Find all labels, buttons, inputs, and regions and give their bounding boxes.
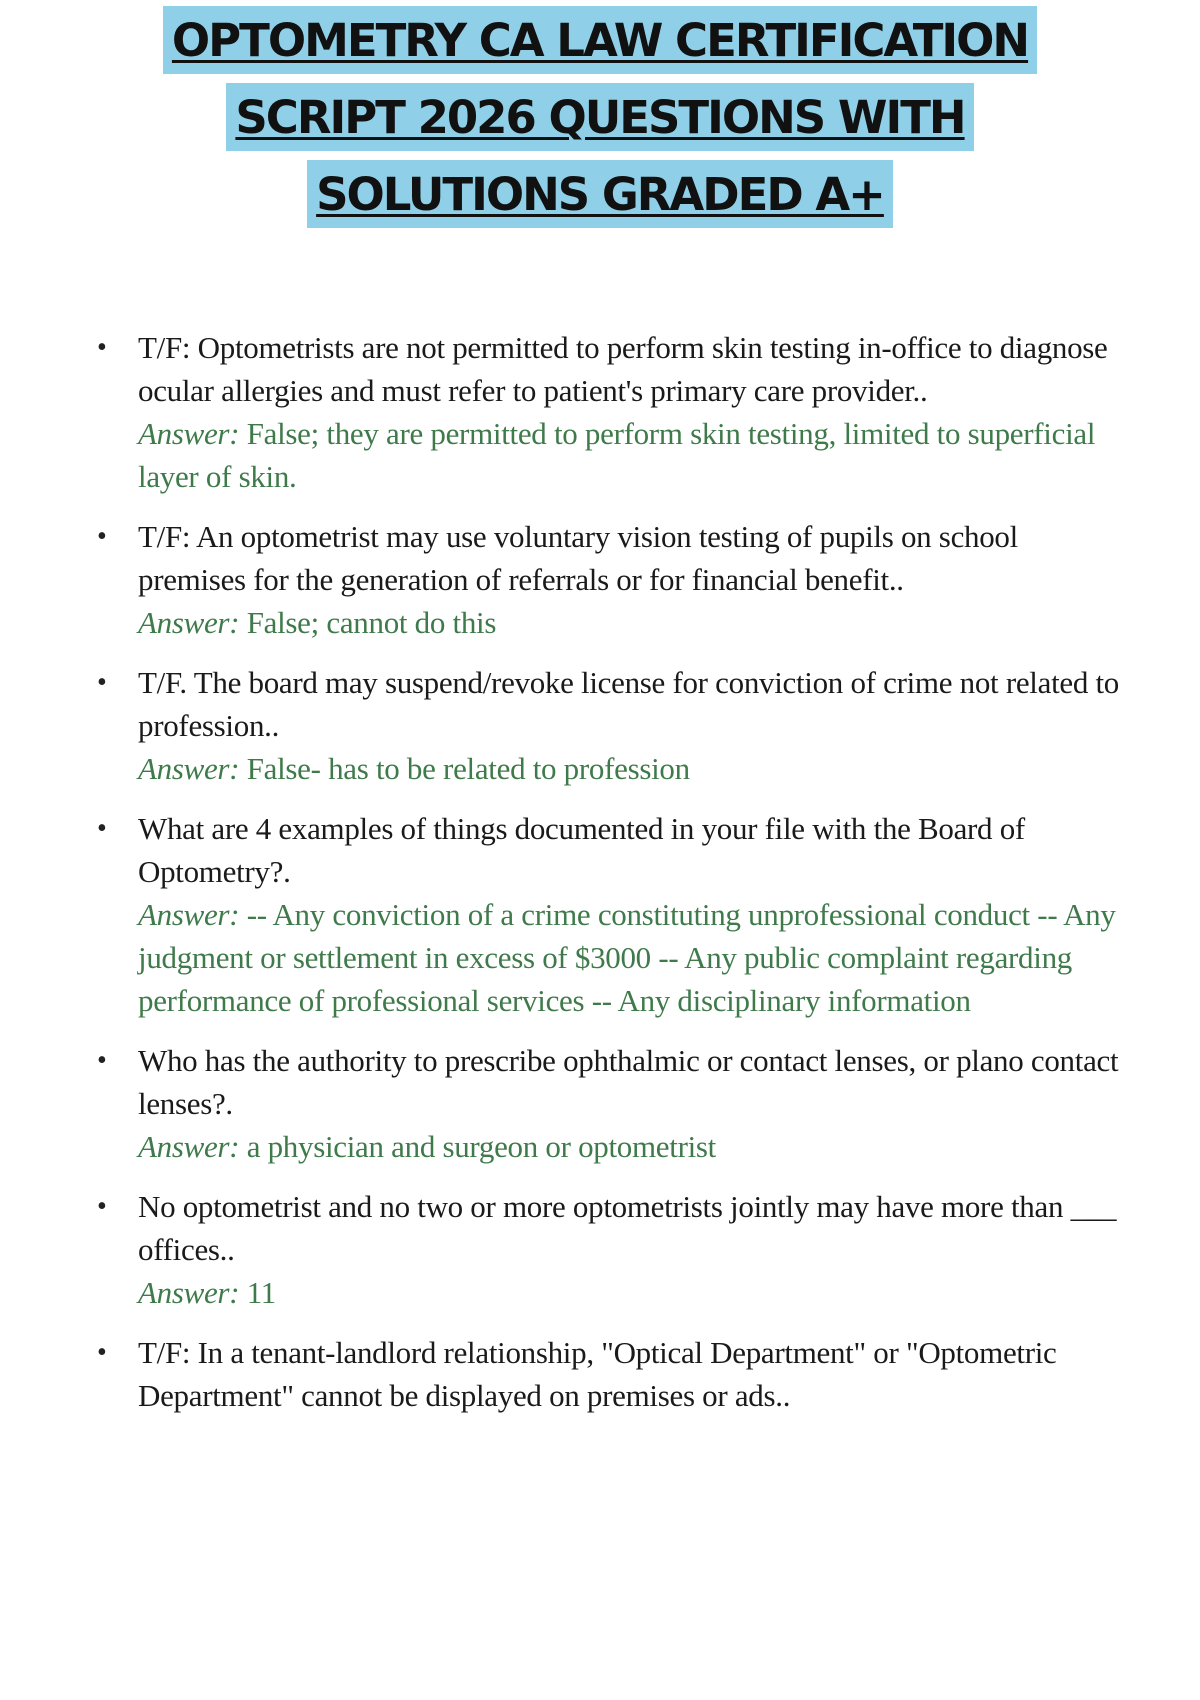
answer-label: Answer: <box>138 605 240 640</box>
answer-label: Answer: <box>138 416 240 451</box>
answer-value: False; cannot do this <box>246 605 497 640</box>
answer-text <box>138 601 1128 644</box>
answer-text <box>138 412 1128 498</box>
bullet-icon: • <box>97 813 107 844</box>
answer-value: -- Any conviction of a crime constituting unprofessional conduct -- Any judgment or settlement in excess of $3000 -- Any public complaint regarding performance of professional services -- Any disciplinary information <box>138 897 1116 1018</box>
document-title <box>0 6 1200 237</box>
answer-value: False- has to be related to profession <box>246 751 690 786</box>
question-text: T/F: Optometrists are not permitted to perform skin testing in-office to diagnose ocular allergies and must refer to patient's primary care provider.. <box>138 330 1108 408</box>
question-text: T/F: In a tenant-landlord relationship, "Optical Department" or "Optometric Department" cannot be displayed on premises or ads.. <box>138 1335 1057 1413</box>
answer-value: 11 <box>246 1275 276 1310</box>
list-item <box>88 326 1128 498</box>
list-item <box>88 1185 1128 1314</box>
answer-text <box>138 747 1128 790</box>
question-text: T/F. The board may suspend/revoke license for conviction of crime not related to profession.. <box>138 665 1120 743</box>
question-text: No optometrist and no two or more optometrists jointly may have more than ___ offices.. <box>138 1189 1117 1267</box>
list-item <box>88 661 1128 790</box>
title-line-1: OPTOMETRY CA LAW CERTIFICATION <box>163 6 1037 74</box>
answer-value: False; they are permitted to perform skin testing, limited to superficial layer of skin. <box>138 416 1096 494</box>
bullet-icon: • <box>97 667 107 698</box>
answer-label: Answer: <box>138 897 240 932</box>
list-item <box>88 807 1128 1022</box>
question-list <box>88 326 1128 1434</box>
answer-text <box>138 1125 1128 1168</box>
question-text: What are 4 examples of things documented in your file with the Board of Optometry?. <box>138 811 1025 889</box>
answer-value: a physician and surgeon or optometrist <box>246 1129 716 1164</box>
list-item <box>88 1331 1128 1417</box>
bullet-icon: • <box>97 1045 107 1076</box>
bullet-icon: • <box>97 1191 107 1222</box>
title-line-3: SOLUTIONS GRADED A+ <box>307 160 893 228</box>
list-item <box>88 1039 1128 1168</box>
answer-label: Answer: <box>138 1275 240 1310</box>
answer-text <box>138 1271 1128 1314</box>
title-line-2: SCRIPT 2026 QUESTIONS WITH <box>226 83 973 151</box>
question-text: T/F: An optometrist may use voluntary vision testing of pupils on school premises for the generation of referrals or for financial benefit.. <box>138 519 1018 597</box>
answer-label: Answer: <box>138 751 240 786</box>
question-text: Who has the authority to prescribe ophthalmic or contact lenses, or plano contact lenses?. <box>138 1043 1119 1121</box>
list-item <box>88 515 1128 644</box>
answer-label: Answer: <box>138 1129 240 1164</box>
bullet-icon: • <box>97 1337 107 1368</box>
bullet-icon: • <box>97 521 107 552</box>
answer-text <box>138 893 1128 1022</box>
bullet-icon: • <box>97 332 107 363</box>
